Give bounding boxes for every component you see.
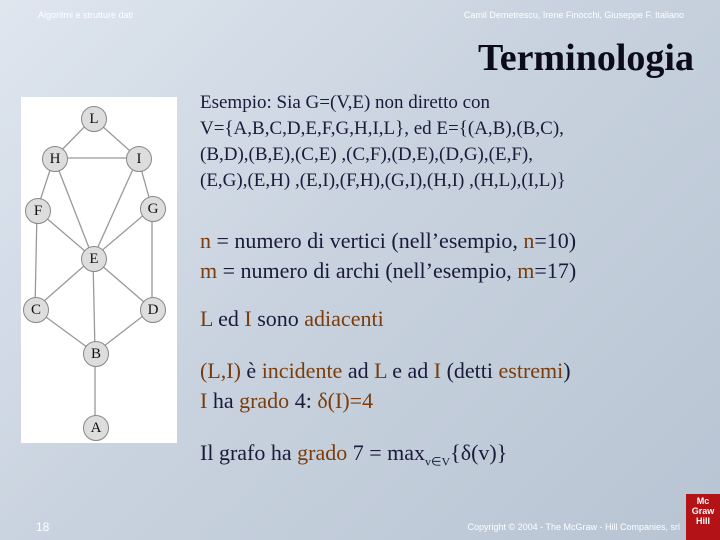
deg-formula: δ(I)=4	[317, 388, 374, 413]
node-H: H	[42, 146, 68, 172]
m-symbol: m	[200, 258, 218, 283]
m-symbol-2: m	[517, 258, 535, 283]
inc-is: è	[240, 358, 262, 383]
page-number: 18	[36, 520, 50, 534]
example-line-3: (B,D),(B,E),(C,E) ,(C,F),(D,E),(D,G),(E,F),	[200, 144, 533, 165]
node-A: A	[83, 415, 109, 441]
node-D: D	[140, 297, 166, 323]
inc-endpoints: estremi	[498, 358, 564, 383]
inc-L: L	[374, 358, 387, 383]
adjacency-line	[200, 304, 384, 334]
inc-called: (detti	[441, 358, 499, 383]
adj-L: L	[200, 306, 213, 331]
inc-term: incidente	[261, 358, 343, 383]
node-E: E	[81, 246, 107, 272]
incidence-block	[200, 356, 571, 416]
graph-degree-max: 7 = max	[347, 440, 426, 465]
m-text: = numero di archi (nell’esempio,	[217, 258, 518, 283]
n-symbol: n	[200, 228, 211, 253]
n-symbol-2: n	[523, 228, 535, 253]
slide-header	[0, 0, 720, 28]
example-line-1: Esempio: Sia G=(V,E) non diretto con	[200, 92, 491, 113]
node-I: I	[126, 146, 152, 172]
max-expression: {δ(v)}	[450, 440, 508, 465]
course-title: Algoritmi e strutture dati	[38, 10, 134, 20]
graph-degree-line	[200, 438, 507, 476]
graph-has: Il grafo ha	[200, 440, 298, 465]
deg-term: grado	[239, 388, 290, 413]
incidence-line	[200, 356, 571, 386]
node-G: G	[140, 196, 166, 222]
node-L: L	[81, 106, 107, 132]
degree-line	[200, 386, 571, 416]
copyright: Copyright © 2004 - The McGraw - Hill Companies, srl	[467, 522, 680, 532]
example-graph	[21, 97, 177, 443]
adj-term: adiacenti	[304, 306, 384, 331]
n-value: =10)	[534, 228, 577, 253]
adj-I: I	[244, 306, 252, 331]
edge-LI: (L,I)	[200, 358, 241, 383]
logo-line-2: Graw	[691, 506, 715, 516]
adj-are: sono	[251, 306, 305, 331]
logo-line-1: Mc	[696, 496, 710, 506]
example-line-2: V={A,B,C,D,E,F,G,H,I,L}, ed E={(A,B),(B,C),	[200, 118, 564, 139]
example-text	[200, 90, 566, 194]
authors: Camil Demetrescu, Irene Finocchi, Giuseppe F. Italiano	[463, 10, 684, 20]
node-F: F	[25, 198, 51, 224]
deg-I: I	[200, 388, 208, 413]
m-value: =17)	[534, 258, 577, 283]
node-C: C	[23, 297, 49, 323]
example-line-4: (E,G),(E,H) ,(E,I),(F,H),(G,I),(H,I) ,(H,L),(I,L)}	[200, 170, 566, 191]
n-definition	[200, 226, 576, 256]
publisher-logo	[686, 494, 720, 540]
slide-title: Terminologia	[477, 37, 694, 79]
node-B: B	[83, 341, 109, 367]
max-subscript: v∈V	[425, 454, 451, 469]
graph-degree-term: grado	[297, 440, 348, 465]
counts	[200, 226, 576, 286]
inc-to: ad	[342, 358, 375, 383]
m-definition	[200, 256, 576, 286]
inc-I: I	[433, 358, 442, 383]
n-text: = numero di vertici (nell’esempio,	[211, 228, 524, 253]
inc-close: )	[563, 358, 571, 383]
logo-line-3: Hill	[695, 516, 710, 526]
adj-and: ed	[212, 306, 245, 331]
deg-has: ha	[207, 388, 240, 413]
inc-and: e ad	[386, 358, 434, 383]
deg-value: 4:	[289, 388, 318, 413]
